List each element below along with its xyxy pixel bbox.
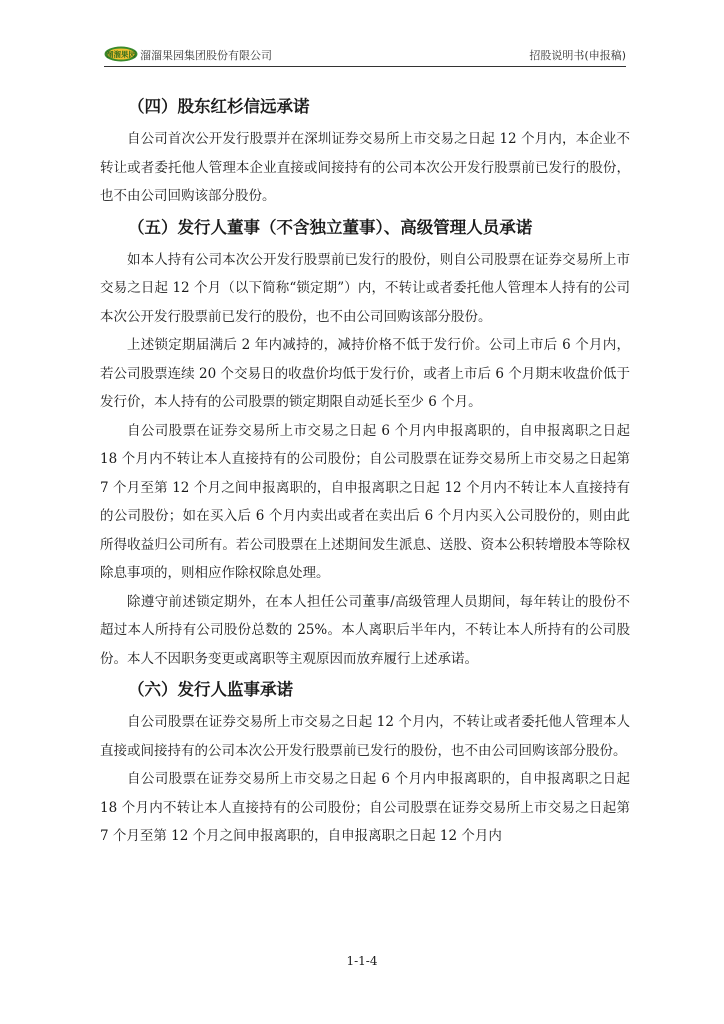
paragraph: 如本人持有公司本次公开发行股票前已发行的股份，则自公司股票在证券交易所上市交易之日起 12 个月（以下简称“锁定期”）内，不转让或者委托他人管理本人持有的公司本次公开发行股票前已发行的股份，也不由公司回购该部分股份。 xyxy=(100,251,630,325)
company-name: 溜溜果园集团股份有限公司 xyxy=(140,49,272,62)
page-header xyxy=(104,44,626,67)
paragraph: 自公司股票在证券交易所上市交易之日起 6 个月内申报离职的，自申报离职之日起 18 个月内不转让本人直接持有的公司股份；自公司股票在证券交易所上市交易之日起第 7 个月至第 12 个月之间申报离职的，自申报离职之日起 12 个月内不转让本人直接持有的公司股份；如在买入后 6 个月内卖出或者在卖出后 6 个月内买入公司股份的，则由此所得收益归公司所有。若公司股票在上述期间发生派息、送股、资本公积转增股本等除权除息事项的，则相应作除权除息处理。 xyxy=(100,422,630,581)
company-logo xyxy=(104,46,138,62)
paragraph: 自公司股票在证券交易所上市交易之日起 12 个月内，不转让或者委托他人管理本人直接或间接持有的公司本次公开发行股票前已发行的股份，也不由公司回购该部分股份。 xyxy=(100,714,630,759)
section-heading: （四）股东红杉信远承诺 xyxy=(128,97,310,116)
paragraph: 除遵守前述锁定期外，在本人担任公司董事/高级管理人员期间，每年转让的股份不超过本人所持有公司股份总数的 25%。本人离职后半年内，不转让本人所持有的公司股份。本人不因职务变更或离职等主观原因而放弃履行上述承诺。 xyxy=(100,593,630,667)
page-number: 1-1-4 xyxy=(346,954,378,968)
section-heading: （五）发行人董事（不含独立董事）、高级管理人员承诺 xyxy=(128,217,533,237)
document-body xyxy=(100,92,630,851)
section-heading: （六）发行人监事承诺 xyxy=(128,680,293,699)
document-type: 招股说明书(申报稿) xyxy=(529,49,626,62)
paragraph: 自公司股票在证券交易所上市交易之日起 6 个月内申报离职的，自申报离职之日起 18 个月内不转让本人直接持有的公司股份；自公司股票在证券交易所上市交易之日起第 7 个月至第 12 个月之间申报离职的，自申报离职之日起 12 个月内 xyxy=(100,771,630,844)
paragraph: 自公司首次公开发行股票并在深圳证券交易所上市交易之日起 12 个月内，本企业不转让或者委托他人管理本企业直接或间接持有的公司本次公开发行股票前已发行的股份，也不由公司回购该部分股份。 xyxy=(100,131,630,204)
logo-text: 溜溜果园 xyxy=(106,50,136,59)
paragraph: 上述锁定期届满后 2 年内减持的，减持价格不低于发行价。公司上市后 6 个月内，若公司股票连续 20 个交易日的收盘价均低于发行价，或者上市后 6 个月期末收盘价低于发行价，本人持有的公司股票的锁定期限自动延长至少 6 个月。 xyxy=(100,337,630,410)
